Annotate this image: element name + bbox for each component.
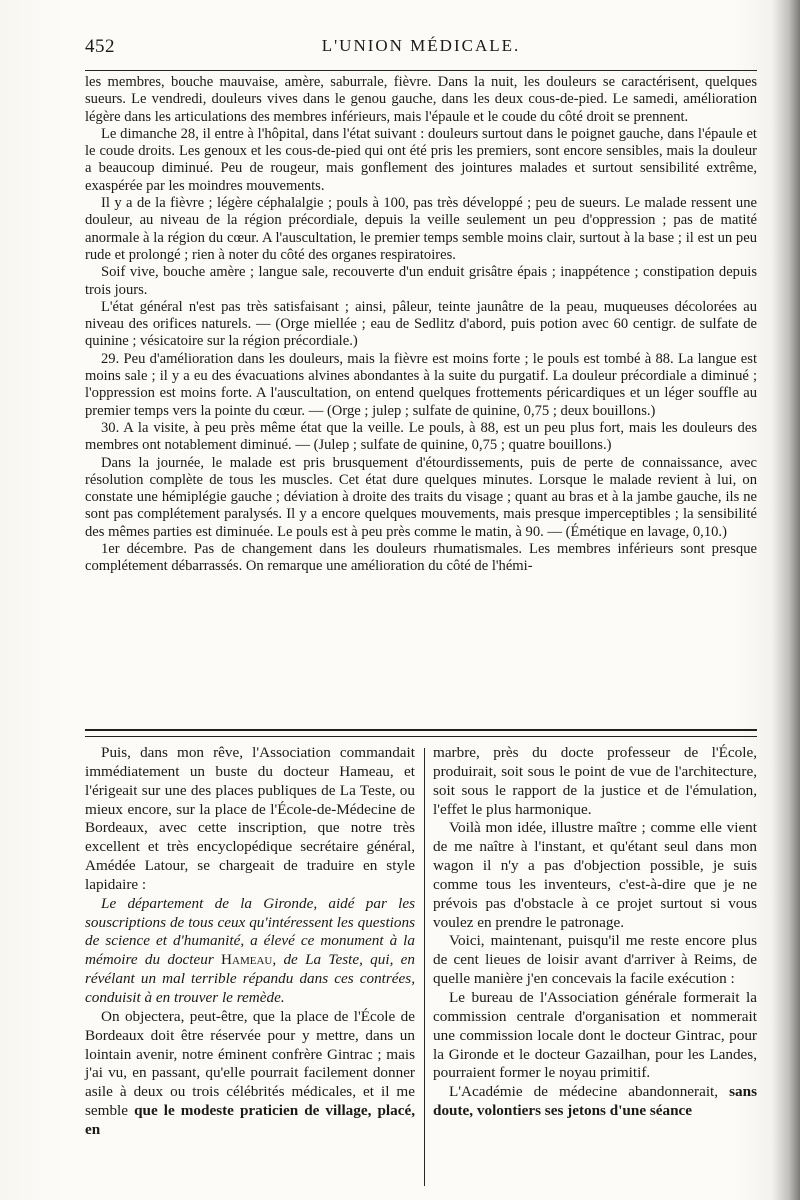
article-paragraph: Il y a de la fièvre ; légère céphalalgie ; pouls à 100, pas très développé ; peu de sueurs. Le malade ressent une douleur, au niveau de la région précordiale, depuis la veille seulement un peu d'oppression ; pas de matité anormale à la région du cœur. A l'auscultation, le premier temps semble moins clair, surtout à la base ; il est un peu rude et prolongé ; rien à noter du côté des organes respiratoires. xyxy=(85,195,757,263)
feuilleton-bold-line: sans doute, volontiers ses jetons d'une séance xyxy=(433,1083,758,1120)
feuilleton-paragraph: marbre, près du docte professeur de l'École, produirait, soit sous le point de vue de l'architecture, soit sous le rapport de la justice et de l'émulation, l'effet le plus harmonique. xyxy=(433,744,757,818)
article-paragraph: L'état général n'est pas très satisfaisant ; ainsi, pâleur, teinte jaunâtre de la peau, muqueuses décolorées au niveau des orifices naturels. — (Orge miellée ; eau de Sedlitz d'abord, puis potion avec 60 centigr. de sulfate de quinine ; vésicatoire sur la région précordiale.) xyxy=(85,298,757,350)
feuilleton-paragraph: Voici, maintenant, puisqu'il me reste encore plus de cent lieues de loisir avant d'arriver à Reims, de quelle manière j'en concevais la facile exécution : xyxy=(433,932,757,988)
feuilleton-left-column xyxy=(85,744,415,1140)
clinical-case-article xyxy=(85,74,757,576)
feuilleton-separator-rule xyxy=(85,729,757,737)
feuilleton-paragraph xyxy=(85,1008,415,1140)
inscription-name: Hameau xyxy=(221,951,273,969)
feuilleton-paragraph: Puis, dans mon rêve, l'Association commandait immédiatement un buste du docteur Hameau, et l'érigeait sur une des places publiques de La Teste, ou mieux encore, sur la place de l'École-de-Médecine de Bordeaux, avec cette inscription, que notre très excellent et très encyclopédique secrétaire général, Amédée Latour, se chargeait de traduire en style lapidaire : xyxy=(85,744,415,893)
feuilleton-paragraph: Le bureau de l'Association générale formerait la commission centrale d'organisation et nommerait une commission locale dont le docteur Gintrac, pour la Gironde et le docteur Gazailhan, pour les Landes, pourraient former le noyau primitif. xyxy=(433,988,757,1082)
article-paragraph: 1er décembre. Pas de changement dans les douleurs rhumatismales. Les membres inférieurs sont presque complétement débarrassés. On remarque une amélioration du côté de l'hémi- xyxy=(85,541,757,575)
article-paragraph: les membres, bouche mauvaise, amère, saburrale, fièvre. Dans la nuit, les douleurs se caractérisent, quelques sueurs. Le vendredi, douleurs vives dans le genou gauche, dans les deux cous-de-pied. Le samedi, amélioration légère dans les articulations des membres inférieurs, mais l'épaule et le coude du côté droit se prennent. xyxy=(85,74,757,125)
feuilleton-section xyxy=(85,744,757,1184)
running-header xyxy=(85,34,757,60)
feuilleton-paragraph xyxy=(433,1083,757,1121)
column-divider xyxy=(424,748,425,1186)
feuilleton-paragraph-text: On objectera, peut-être, que la place de l'École de Bordeaux doit être réservée pour y mettre, dans un lointain avenir, notre éminent confrère Gintrac ; mais j'ai vu, en passant, qu'elle pourrait facilement donner asile à deux ou trois célébrités médicales, et il me semble xyxy=(85,1007,415,1120)
page-number: 452 xyxy=(85,36,115,57)
feuilleton-paragraph-text: L'Académie de médecine abandonnerait, xyxy=(449,1083,719,1101)
article-paragraph: Dans la journée, le malade est pris brusquement d'étourdissements, puis de perte de connaissance, avec résolution complète de tous les muscles. Cet état dure quelques minutes. Lorsque le malade revient à lui, on constate une hémiplégie gauche ; déviation à droite des traits du visage ; quant au bras et à la jambe gauche, ils ne sont pas complétement paralysés. Il y a encore quelques mouvements, mais presque imperceptibles ; la sensibilité des mêmes parties est diminuée. Le pouls est à peu près comme le matin, à 90. — (Émétique en lavage, 0,10.) xyxy=(85,454,757,540)
article-paragraph: Le dimanche 28, il entre à l'hôpital, dans l'état suivant : douleurs surtout dans le poignet gauche, dans l'épaule et le coude droits. Les genoux et les cous-de-pied qui ont été pris les premiers, sont encore sensibles, mais la douleur a beaucoup diminué. Peu de rougeur, mais gonflement des jointures malades et surtout sensibilité extrême, exaspérée par les moindres mouvements. xyxy=(85,125,757,194)
inscription-text xyxy=(85,895,415,1008)
feuilleton-bold-line: que le modeste praticien de village, placé, en xyxy=(85,1102,415,1138)
feuilleton-right-column xyxy=(433,744,757,1121)
article-paragraph: 30. A la visite, à peu près même état que la veille. Le pouls, à 88, est un peu plus fort, mais les douleurs des membres ont notablement diminué. — (Julep ; sulfate de quinine, 0,75 ; quatre bouillons.) xyxy=(85,419,757,454)
article-paragraph: Soif vive, bouche amère ; langue sale, recouverte d'un enduit grisâtre épais ; inappétence ; constipation depuis trois jours. xyxy=(85,264,757,298)
inscription-text-before: Le département de la Gironde, aidé par les souscriptions de tous ceux qu'intéressent les questions de science et d'humanité, a élevé ce monument à la mémoire du docteur xyxy=(85,894,415,969)
inscription-text-after: , de La Teste, qui, en révélant un mal terrible répandu dans ces contrées, conduisit à en trouver le remède. xyxy=(85,951,415,1006)
book-spine-shadow xyxy=(772,0,800,1200)
journal-title: L'UNION MÉDICALE. xyxy=(321,36,521,55)
article-paragraph: 29. Peu d'amélioration dans les douleurs, mais la fièvre est moins forte ; le pouls est tombé à 88. La langue est moins sale ; il y a eu des évacuations alvines abondantes à la suite du purgatif. La douleur précordiale a diminué ; l'oppression est moins forte. A l'auscultation, on entend quelques frottements péricardiques et un léger souffle au premier temps vers la pointe du cœur. — (Orge ; julep ; sulfate de quinine, 0,75 ; deux bouillons.) xyxy=(85,350,757,419)
feuilleton-paragraph: Voilà mon idée, illustre maître ; comme elle vient de me naître à l'instant, et qu'étant seul dans mon wagon il n'y a pas d'objection possible, je suis comme tous les inventeurs, c'est-à-dire que je ne prévois pas d'obstacle à ce projet surtout si vous voulez en prendre le patronage. xyxy=(433,819,757,931)
header-rule xyxy=(85,70,757,71)
